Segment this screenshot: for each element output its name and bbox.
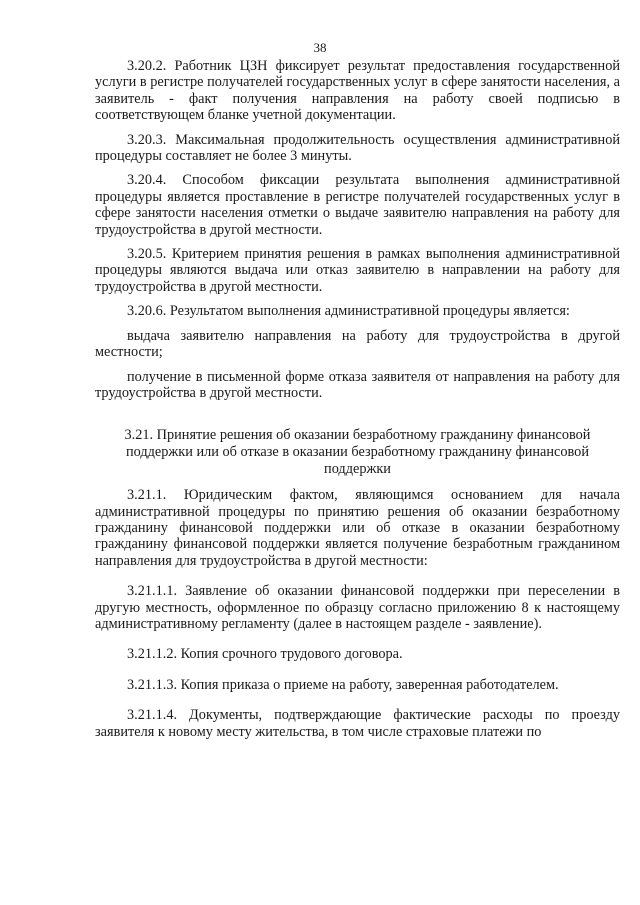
- paragraph-3-20-4: 3.20.4. Способом фиксации результата выполнения административной процедуры является проставление в регистре получателей государственных услуг в сфере занятости населения отметки о выдаче заявителю направления на работу для трудоустройства в другой местности.: [95, 172, 620, 238]
- paragraph-3-20-6: 3.20.6. Результатом выполнения административной процедуры является:: [127, 303, 570, 320]
- paragraph-3-21-1: 3.21.1. Юридическим фактом, являющимся основанием для начала административной процедуры по принятию решения об оказании безработному гражданину финансовой поддержки или об отказе в оказании безработному гражданину финансовой поддержки является получение безработным гражданином направления для трудоустройства в другой местности:: [95, 487, 620, 569]
- paragraph-3-21-1-3: 3.21.1.3. Копия приказа о приеме на работу, заверенная работодателем.: [127, 676, 559, 693]
- paragraph-3-20-3: 3.20.3. Максимальная продолжительность осуществления административной процедуры составляет не более 3 минуты.: [95, 131, 620, 165]
- result-item-refusal: получение в письменной форме отказа заявителя от направления на работу для трудоустройства в другой местности.: [95, 368, 620, 401]
- paragraph-3-21-1-4: 3.21.1.4. Документы, подтверждающие фактические расходы по проезду заявителя к новому месту жительства, в том числе страховые платежи по: [95, 707, 620, 740]
- section-heading-3-21: 3.21. Принятие решения об оказании безработному гражданину финансовой поддержки или об отказе в оказании безработному гражданину финансовой поддержки: [124, 427, 591, 477]
- page-number: 38: [313, 40, 327, 55]
- result-item-issue: выдача заявителю направления на работу для трудоустройства в другой местности;: [95, 327, 620, 361]
- paragraph-3-20-5: 3.20.5. Критерием принятия решения в рамках выполнения административной процедуры являются выдача или отказ заявителю в направлении на работу для трудоустройства в другой местности.: [95, 246, 620, 295]
- paragraph-3-20-2: 3.20.2. Работник ЦЗН фиксирует результат предоставления государственной услуги в регистре получателей государственных услуг в сфере занятости населения, а заявитель - факт получения направления на работу своей подписью в соответствующем бланке учетной документации.: [95, 58, 620, 124]
- paragraph-3-21-1-2: 3.21.1.2. Копия срочного трудового договора.: [127, 646, 403, 663]
- document-body: [95, 58, 620, 744]
- paragraph-3-21-1-1: 3.21.1.1. Заявление об оказании финансовой поддержки при переселении в другую местность, оформленное по образцу согласно приложению 8 к настоящему административному регламенту (далее в настоящем разделе - заявление).: [95, 583, 620, 632]
